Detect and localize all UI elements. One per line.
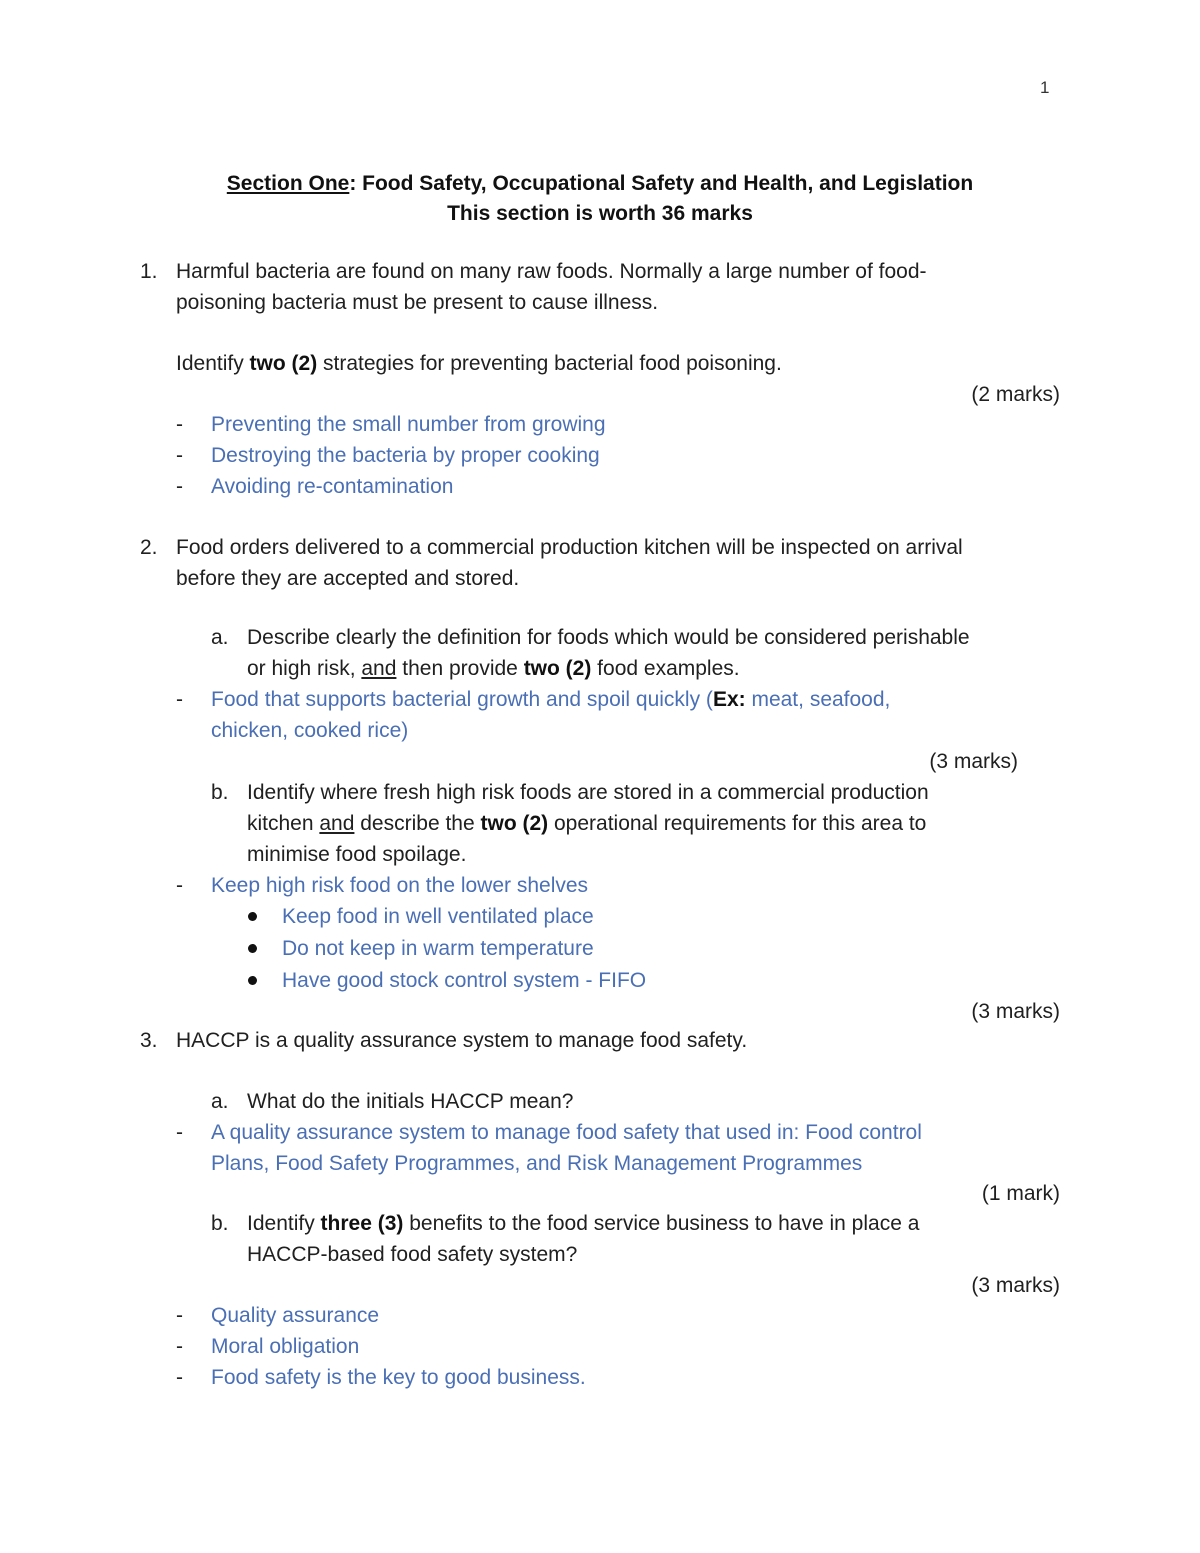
q3a-text-line1: What do the initials HACCP mean?	[247, 1090, 574, 1113]
q1-number: 1.	[140, 260, 158, 283]
q2b-text-line2: kitchen and describe the two (2) operational requirements for this area to	[247, 812, 927, 835]
q2-number: 2.	[140, 536, 158, 559]
q1-answer-3: Avoiding re-contamination	[211, 475, 454, 498]
q3a-answer-line2: Plans, Food Safety Programmes, and Risk Management Programmes	[211, 1152, 863, 1175]
q2b-text-line1: Identify where fresh high risk foods are stored in a commercial production	[247, 781, 929, 804]
q1-text-line2: poisoning bacteria must be present to cause illness.	[176, 291, 659, 314]
dash-marker: -	[176, 874, 183, 897]
section-label: Section One	[226, 172, 350, 195]
q2b-bullet-2: Do not keep in warm temperature	[282, 937, 594, 960]
q1-answer-1: Preventing the small number from growing	[211, 413, 606, 436]
q1-instruction: Identify two (2) strategies for preventing bacterial food poisoning.	[176, 352, 782, 375]
q2a-answer-line2: chicken, cooked rice)	[211, 719, 409, 742]
q2a-text-line2: or high risk, and then provide two (2) food examples.	[247, 657, 740, 680]
bullet-dot-icon	[248, 912, 257, 921]
bullet-dot-icon	[248, 944, 257, 953]
dash-marker: -	[176, 444, 183, 467]
q2b-answer: Keep high risk food on the lower shelves	[211, 874, 589, 897]
dash-marker: -	[176, 1335, 183, 1358]
q3b-letter: b.	[211, 1212, 229, 1235]
q2b-text-line3: minimise food spoilage.	[247, 843, 467, 866]
q1-text-line1: Harmful bacteria are found on many raw foods. Normally a large number of food-	[176, 260, 927, 283]
dash-marker: -	[176, 1304, 183, 1327]
q2b-letter: b.	[211, 781, 229, 804]
q2a-text-line1: Describe clearly the definition for foods which would be considered perishable	[247, 626, 970, 649]
q2b-bullet-3: Have good stock control system - FIFO	[282, 969, 647, 992]
q3b-answer-3: Food safety is the key to good business.	[211, 1366, 586, 1389]
q3b-text-line1: Identify three (3) benefits to the food service business to have in place a	[247, 1212, 920, 1235]
q2a-marks: (3 marks)	[929, 750, 1018, 773]
q3-number: 3.	[140, 1029, 158, 1052]
section-title: : Food Safety, Occupational Safety and Health, and Legislation	[349, 172, 974, 195]
q2b-bullet-1: Keep food in well ventilated place	[282, 905, 594, 928]
q3b-answer-2: Moral obligation	[211, 1335, 360, 1358]
q3-text-line1: HACCP is a quality assurance system to manage food safety.	[176, 1029, 748, 1052]
dash-marker: -	[176, 1366, 183, 1389]
bullet-dot-icon	[248, 976, 257, 985]
q3a-answer-line1: A quality assurance system to manage food safety that used in: Food control	[211, 1121, 922, 1144]
dash-marker: -	[176, 413, 183, 436]
q2a-answer-line1: Food that supports bacterial growth and spoil quickly (Ex: meat, seafood,	[211, 688, 891, 711]
q2a-letter: a.	[211, 626, 229, 649]
q1-marks: (2 marks)	[971, 383, 1060, 406]
q3a-letter: a.	[211, 1090, 229, 1113]
q3b-answer-1: Quality assurance	[211, 1304, 380, 1327]
dash-marker: -	[176, 688, 183, 711]
q2b-marks: (3 marks)	[971, 1000, 1060, 1023]
section-heading	[0, 168, 1200, 199]
dash-marker: -	[176, 1121, 183, 1144]
q2-text-line2: before they are accepted and stored.	[176, 567, 520, 590]
q3b-text-line2: HACCP-based food safety system?	[247, 1243, 578, 1266]
q3a-marks: (1 mark)	[981, 1182, 1060, 1205]
q2-text-line1: Food orders delivered to a commercial production kitchen will be inspected on arrival	[176, 536, 963, 559]
page-number: 1	[1040, 78, 1050, 97]
q3b-marks: (3 marks)	[971, 1274, 1060, 1297]
dash-marker: -	[176, 475, 183, 498]
q1-answer-2: Destroying the bacteria by proper cooking	[211, 444, 600, 467]
section-worth: This section is worth 36 marks	[447, 202, 753, 225]
